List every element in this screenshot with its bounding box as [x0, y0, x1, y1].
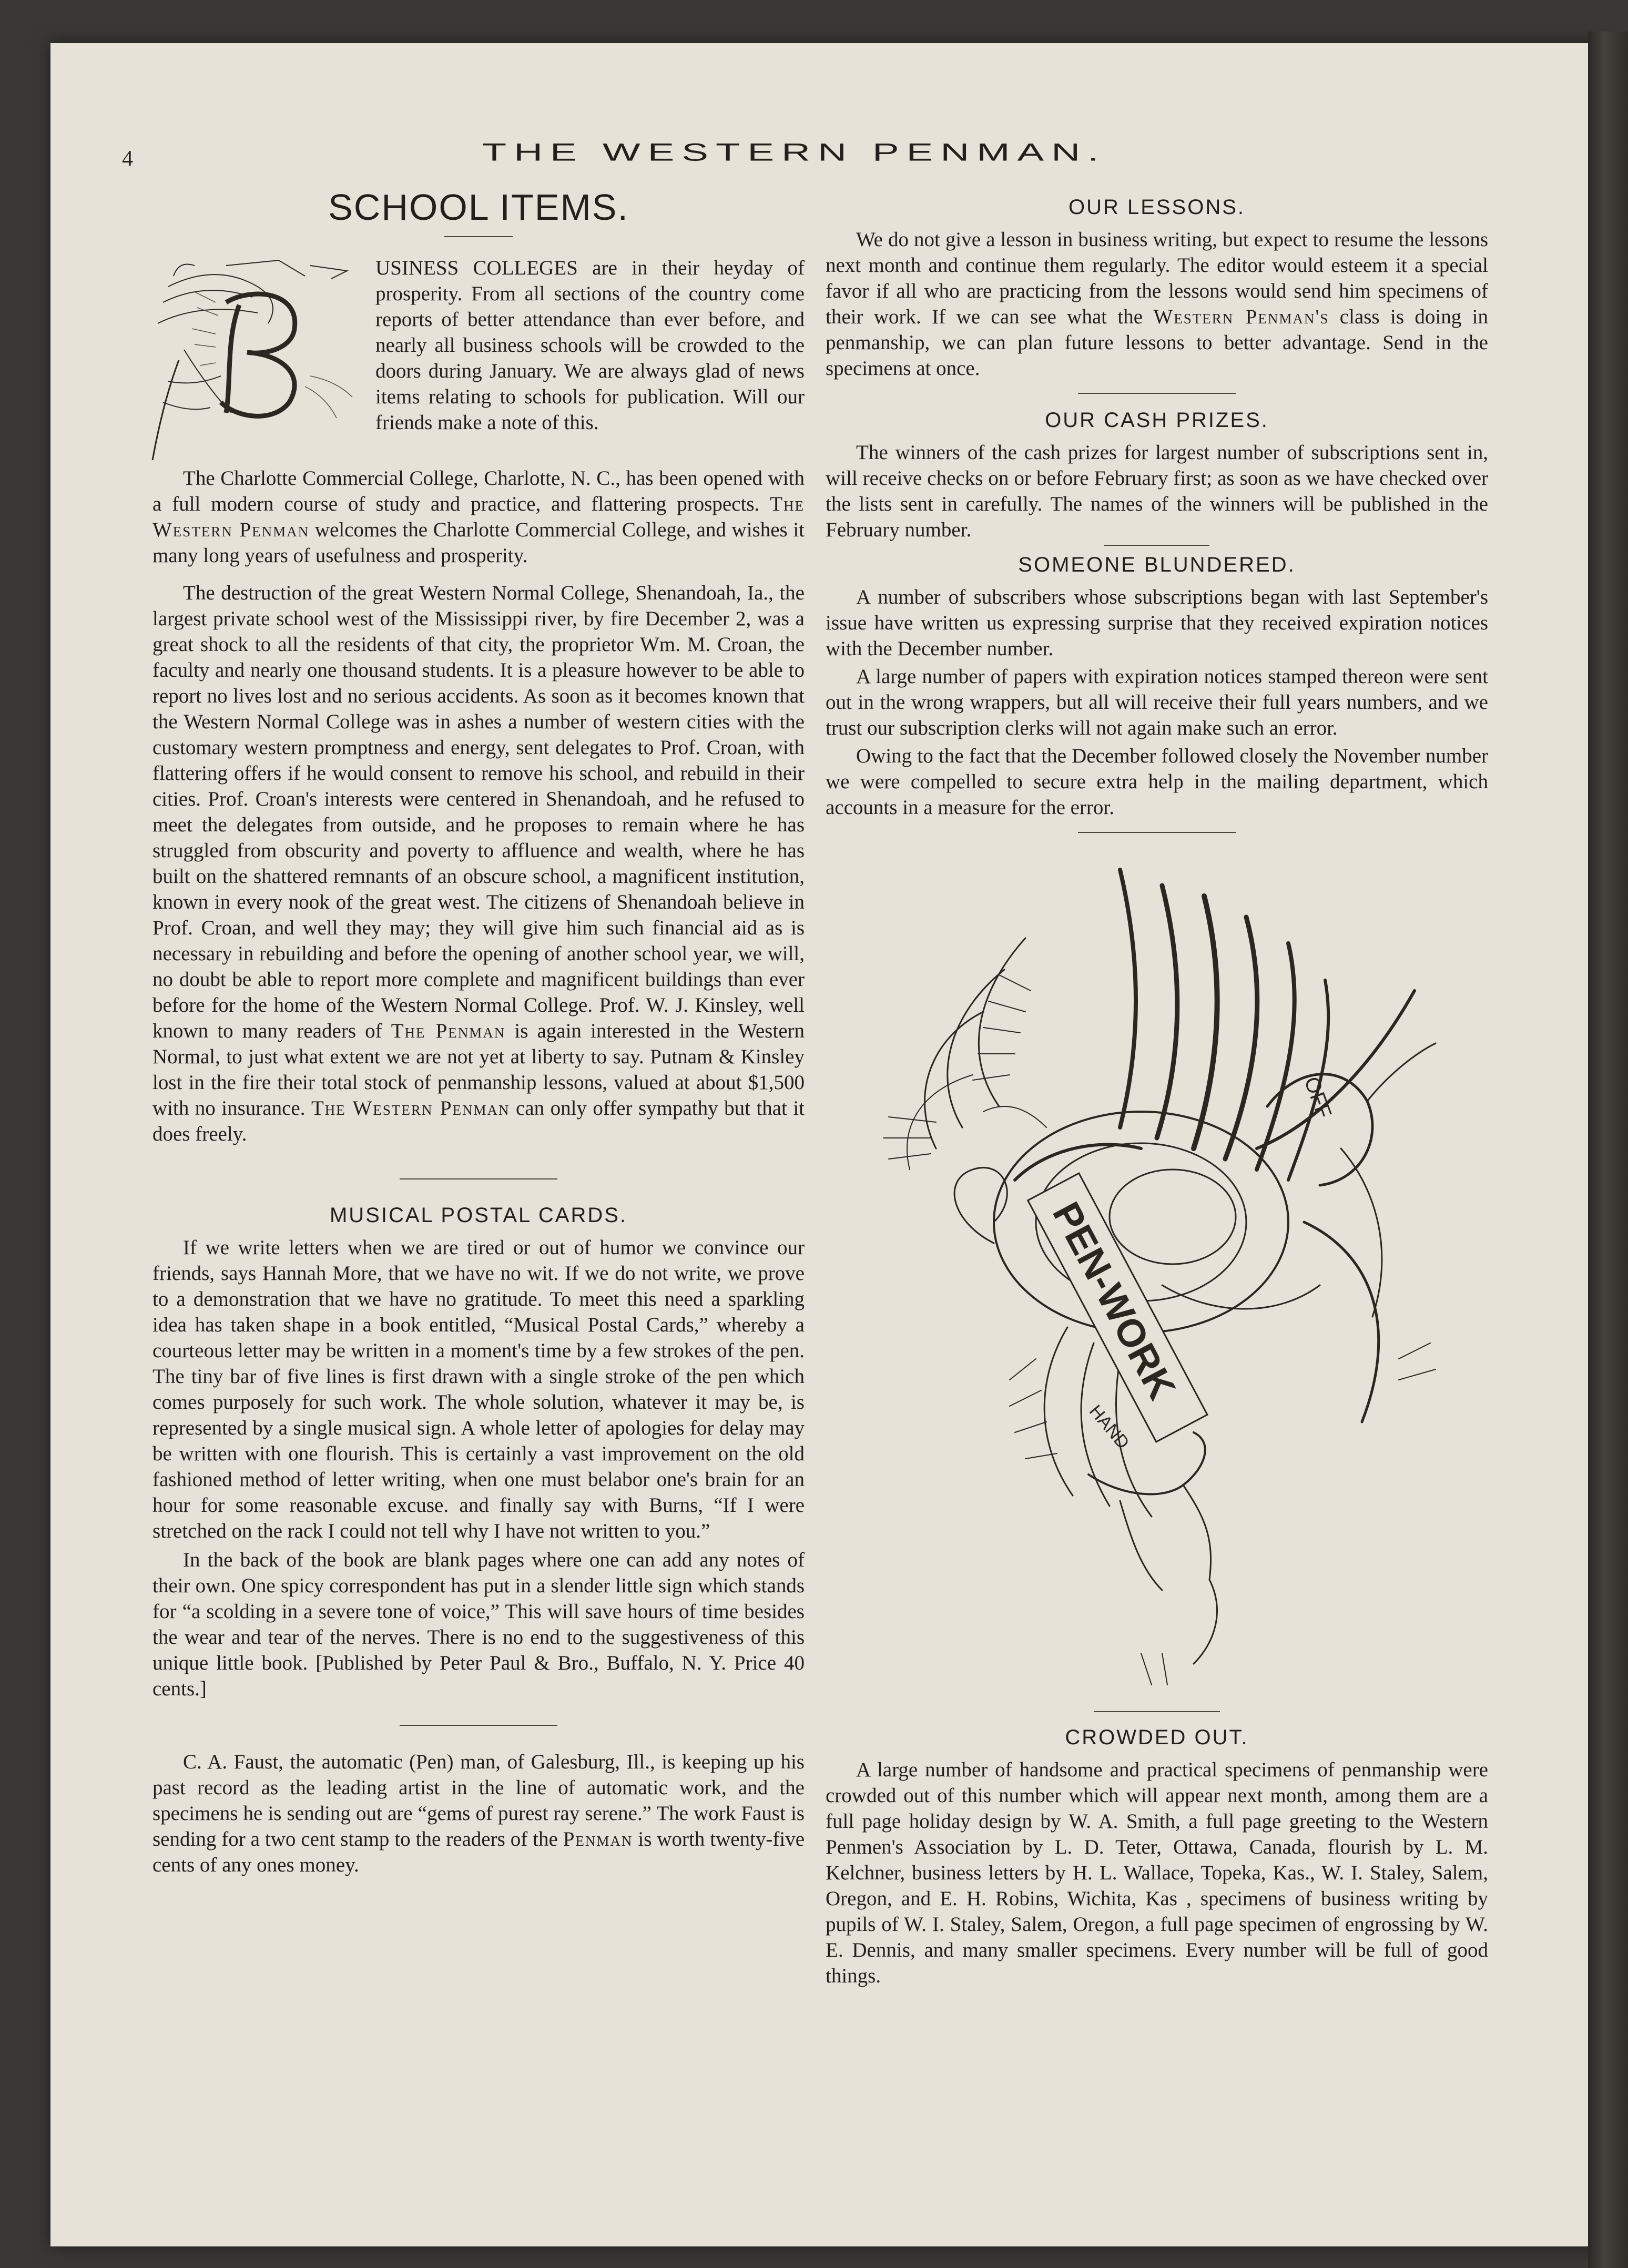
blunder-paragraph-1: A number of subscribers whose subscriptions began with last September's issue have written us expressing surprise that they received expiration notices with the December number. — [826, 586, 1488, 660]
faust-paragraph — [152, 1749, 805, 1878]
label-off: OFF — [1299, 1074, 1336, 1122]
fire-text-c: can only offer sympathy but that it does freely. — [152, 1097, 805, 1145]
prizes-paragraph: The winners of the cash prizes for largest number of subscriptions sent in, will receive checks on or before February first; as soon as we have checked over the lists sent in carefully. The names of the winners will be published in the February number. — [826, 441, 1488, 541]
lessons-heading: OUR LESSONS. — [1068, 196, 1246, 219]
divider — [1104, 545, 1209, 546]
charlotte-penman-name: The Western Penman — [152, 493, 805, 541]
crowded-paragraph: A large number of handsome and practical specimens of penmanship were crowded out of this number which will appear next month, among them are a full page holiday design by W. A. Smith, a full page greeting to the Western Penmen's Association by L. D. Teter, Ottawa, Canada, flourish by L. M. Kelchner, business letters by H. L. Wallace, Topeka, Kas., W. I. Staley, Salem, Oregon, and E. H. Robins, Wichita, Kas , specimens of business writing by pupils of W. I. Staley, Salem, Oregon, a full page specimen of engrossing by W. E. Dennis, and many smaller specimens. Every number will be full of good things. — [826, 1758, 1488, 1987]
musical-heading: MUSICAL POSTAL CARDS. — [329, 1204, 628, 1227]
masthead — [452, 129, 1136, 175]
label-hand: HAND — [1085, 1401, 1133, 1453]
fire-text-a: The destruction of the great Western Normal College, Shenandoah, Ia., the largest private school west of the Mississippi river, by fire December 2, was a great shock to all the residents of that city, the proprietor Wm. M. Croan, the faculty and nearly one thousand students. It is a pleasure however to be able to report no lives lost and no serious accidents. As soon as it becomes known that the Western Normal College was in ashes a number of western cities with the customary western promptness and energy, sent delegates to Prof. Croan, with flattering offers if he would consent to remove his school, and rebuild in their cities. Prof. Croan's interests were centered in Shenandoah, and he refused to meet the delegates from outside, and he proposes to remain where he has struggled from obscurity and poverty to affluence and wealth, where he has built on the shattered remnants of an obscure school, a magnificent institution, known in every nook of the great west. The citizens of Shenandoah believe in Prof. Croan, and well they may; they will give him such financial aid as is necessary in rebuilding and before the opening of another school year, we will, no doubt be able to report more complete and magnificent buildings than ever before for the home of the Western Normal College. Prof. W. J. Kinsley, well known to many readers of — [152, 582, 805, 1042]
lessons-penman-name: Western Penman's — [1153, 306, 1329, 328]
fire-paragraph — [152, 580, 805, 1147]
faust-text-b: is worth twenty-five cents of any ones money. — [152, 1828, 805, 1876]
flourished-bird-pen-drawing-icon — [847, 854, 1467, 1695]
charlotte-text-b: welcomes the Charlotte Commercial College, and wishes it many long years of usefulness and prosperity. — [152, 518, 805, 567]
blunder-paragraph-3: Owing to the fact that the December followed closely the November number we were compelled to secure extra help in the mailing department, which accounts in a measure for the error. — [826, 745, 1488, 819]
section-title: SCHOOL ITEMS. — [328, 187, 629, 228]
fire-penman-name-2: The Western Penman — [311, 1097, 510, 1120]
faust-penman-name: Penman — [563, 1828, 633, 1850]
fire-text-b: is again interested in the Western Normal, to just what extent we are not yet at liberty to say. Putnam & Kinsley lost in the fire their total stock of penmanship lessons, valued at about $1,500 with no insurance. — [152, 1020, 805, 1120]
intro-paragraph: USINESS COLLEGES are in their heyday of prosperity. From all sections of the country come reports of better attendance than ever before, and nearly all business schools will be crowded to the doors during January. We are always glad of news items relating to schools for publication. Will our friends make a note of this. — [375, 257, 805, 434]
lessons-text-b: class is doing in penmanship, we can plan future lessons to better advantage. Send in the specimens at once. — [826, 306, 1489, 380]
divider — [400, 1178, 557, 1179]
fire-penman-name-1: The Penman — [391, 1020, 506, 1042]
book-edge — [1588, 32, 1628, 2268]
divider — [444, 236, 513, 237]
intro-block — [152, 255, 805, 435]
faust-text-a: C. A. Faust, the automatic (Pen) man, of Galesburg, Ill., is keeping up his past record as the leading artist in the line of automatic work, and the specimens he is sending out are “gems of purest ray serene.” The work Faust is sending for a two cent stamp to the readers of the — [152, 1751, 805, 1850]
blunder-heading: SOMEONE BLUNDERED. — [1018, 553, 1296, 576]
prizes-heading: OUR CASH PRIZES. — [1045, 409, 1269, 432]
crowded-heading: CROWDED OUT. — [1065, 1726, 1249, 1749]
charlotte-paragraph — [152, 465, 805, 568]
divider — [1078, 393, 1236, 394]
musical-paragraph-1: If we write letters when we are tired or out of humor we convince our friends, says Hannah More, that we have no wit. If we do not write, we prove to a demonstration that we have no gratitude. To meet this need a sparkling idea has taken shape in a book entitled, “Musical Postal Cards,” whereby a courteous letter may be written in a moment's time by a few strokes of the pen. The tiny bar of five lines is first drawn with a single stroke of the pen which comes purposely for such work. The whole solution, whatever it may be, is represented by a single musical sign. A whole letter of apologies for delay may be written with one flourish. This is certainly a vast improvement on the old fashioned method of letter writing, when one must belabor one's brain for an hour for some reasonable excuse. and finally say with Burns, “If I were stretched on the rack I could not tell why I have not written to you.” — [152, 1236, 805, 1542]
divider — [400, 1725, 557, 1726]
masthead-text: THE WESTERN PENMAN. — [482, 138, 1106, 166]
divider — [1078, 832, 1236, 833]
lessons-paragraph — [826, 227, 1488, 381]
musical-paragraph-2: In the back of the book are blank pages where one can add any notes of their own. One spicy correspondent has put in a slender little sign which stands for “a scolding in a severe tone of voice,” This will save hours of time besides the wear and tear of the nerves. There is no end to the suggestiveness of this unique little book. [Published by Peter Paul & Bro., Buffalo, N. Y. Price 40 cents.] — [152, 1549, 805, 1700]
lessons-text-a: We do not give a lesson in business writing, but expect to resume the lessons next month and continue them regularly. The editor would esteem it a special favor if all who are practicing from the lessons would send him specimens of their work. If we can see what the — [826, 228, 1488, 328]
divider — [1094, 1711, 1220, 1712]
right-column — [826, 195, 1488, 1989]
page-number: 4 — [122, 147, 133, 171]
blunder-paragraph-2: A large number of papers with expiration notices stamped thereon were sent out in the wrong wrappers, but all will receive their full years numbers, and we trust our subscription clerks will not again make such an error. — [826, 665, 1488, 739]
banner-text: PEN-WORK — [1044, 1195, 1185, 1407]
ornamental-b-drop-cap-icon — [147, 255, 368, 465]
left-column — [152, 187, 805, 1878]
charlotte-text-a: The Charlotte Commercial College, Charlotte, N. C., has been opened with a full modern course of study and practice, and flattering prospects. — [152, 467, 805, 515]
